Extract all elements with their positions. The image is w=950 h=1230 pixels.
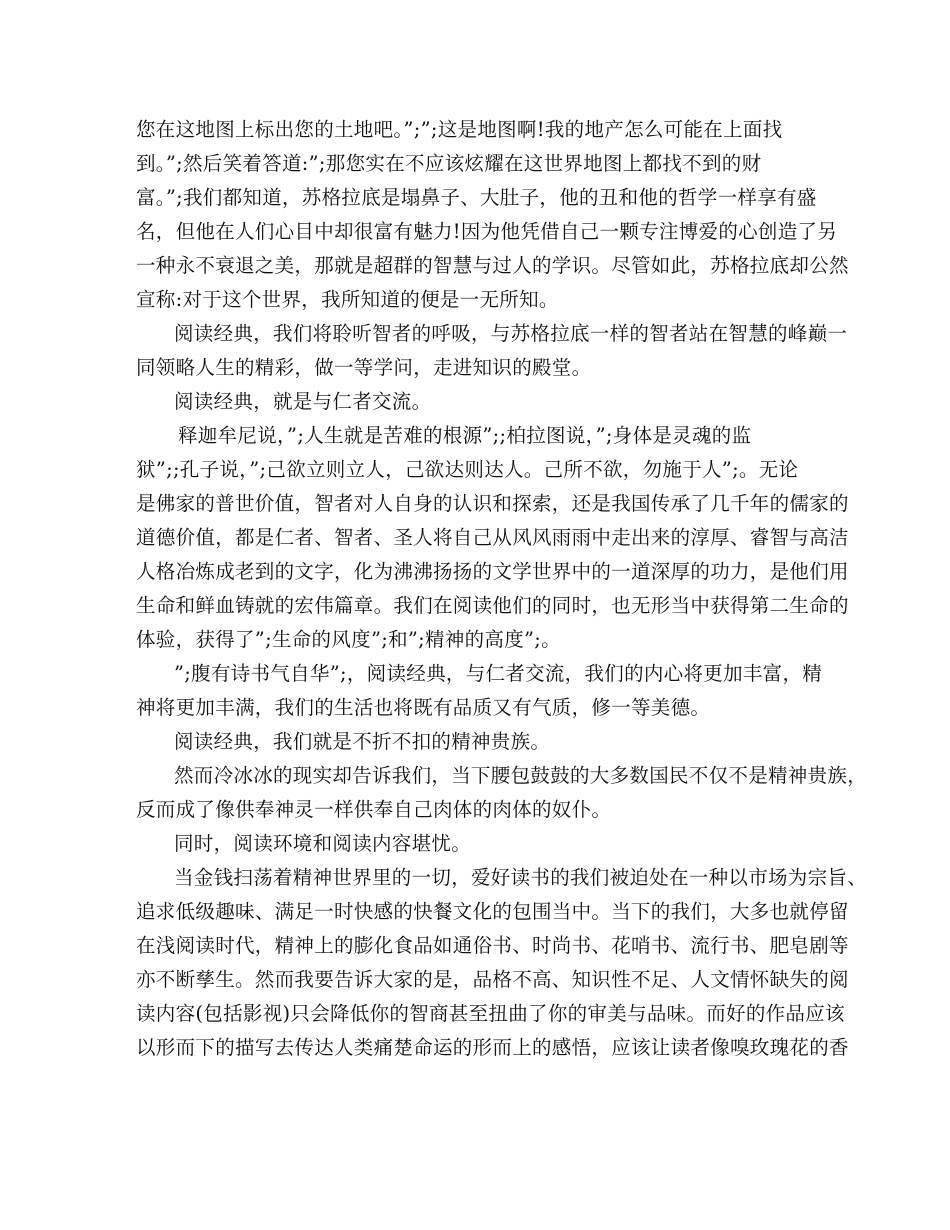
- paragraph-start-line: 阅读经典，就是与仁者交流。: [174, 390, 432, 413]
- paragraph-start-line: 当金钱扫荡着精神世界里的一切，爱好读书的我们被迫处在一种以市场为宗旨、: [174, 866, 868, 889]
- text-line: 体验，获得了”;生命的风度”;和”;精神的高度”;。: [136, 628, 561, 651]
- paragraph-start-line: 然而冷冰冰的现实却告诉我们，当下腰包鼓鼓的大多数国民不仅不是精神贵族，: [174, 764, 868, 787]
- text-line: 人格冶炼成老到的文字，化为沸沸扬扬的文学世界中的一道深厚的功力，是他们用: [136, 560, 849, 583]
- text-line: 追求低级趣味、满足一时快感的快餐文化的包围当中。当下的我们，大多也就停留: [136, 900, 849, 923]
- text-line: 以形而下的描写去传达人类痛楚命运的形而上的感悟，应该让读者像嗅玫瑰花的香: [136, 1036, 849, 1059]
- document-page: [136, 113, 868, 1065]
- paragraph-start-line: 阅读经典，我们就是不折不扣的精神贵族。: [174, 730, 551, 753]
- paragraph-start-line: ”;腹有诗书气自华”;，阅读经典，与仁者交流，我们的内心将更加丰富，精: [174, 662, 823, 685]
- text-line: 亦不断孳生。然而我要告诉大家的是，品格不高、知识性不足、人文情怀缺失的阅: [136, 968, 849, 991]
- text-line: 道德价值，都是仁者、智者、圣人将自己从风风雨雨中走出来的淳厚、睿智与高洁: [136, 526, 849, 549]
- paragraph-start-line: 阅读经典，我们将聆听智者的呼吸，与苏格拉底一样的智者站在智慧的峰巅一: [174, 322, 848, 345]
- text-line: 生命和鲜血铸就的宏伟篇章。我们在阅读他们的同时，也无形当中获得第二生命的: [136, 594, 849, 617]
- text-line: 神将更加丰满，我们的生活也将既有品质又有气质，修一等美德。: [136, 696, 711, 719]
- paragraph-start-line: 释迦牟尼说，”;人生就是苦难的根源”;;柏拉图说，”;身体是灵魂的监: [178, 424, 752, 447]
- text-line: 读内容(包括影视)只会降低你的智商甚至扭曲了你的审美与品味。而好的作品应该: [136, 1002, 845, 1025]
- text-line: 名，但他在人们心目中却很富有魅力!因为他凭借自己一颗专注博爱的心创造了另: [136, 220, 838, 243]
- paragraph-start-line: 同时，阅读环境和阅读内容堪忧。: [174, 832, 472, 855]
- text-line: 一种永不衰退之美，那就是超群的智慧与过人的学识。尽管如此，苏格拉底却公然: [136, 254, 849, 277]
- text-line: 反而成了像供奉神灵一样供奉自己肉体的肉体的奴仆。: [136, 798, 612, 821]
- text-line: 宣称:对于这个世界，我所知道的便是一无所知。: [136, 288, 559, 311]
- text-line: 您在这地图上标出您的土地吧。”;”;这是地图啊!我的地产怎么可能在上面找: [136, 118, 783, 141]
- text-line: 狱”;;孔子说，”;己欲立则立人，己欲达则达人。己所不欲，勿施于人”;。无论: [136, 458, 799, 481]
- text-line: 在浅阅读时代，精神上的膨化食品如通俗书、时尚书、花哨书、流行书、肥皂剧等: [136, 934, 849, 957]
- text-line: 同领略人生的精彩，做一等学问，走进知识的殿堂。: [136, 356, 592, 379]
- text-line: 是佛家的普世价值，智者对人自身的认识和探索，还是我国传承了几千年的儒家的: [136, 492, 849, 515]
- text-line: 富。”;我们都知道，苏格拉底是塌鼻子、大肚子，他的丑和他的哲学一样享有盛: [136, 186, 817, 209]
- text-line: 到。”;然后笑着答道:”;那您实在不应该炫耀在这世界地图上都找不到的财: [136, 152, 762, 175]
